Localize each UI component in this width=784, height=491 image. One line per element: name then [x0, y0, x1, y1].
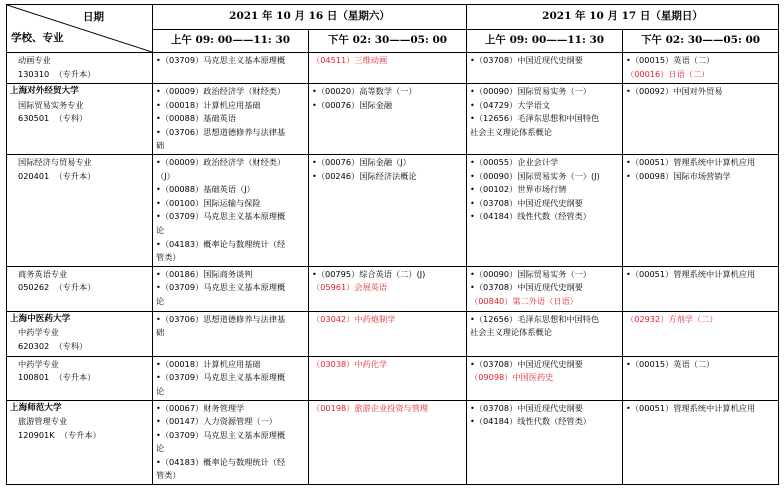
exam-cell-day1-am	[153, 84, 309, 155]
course-line: （04511）三维动画	[312, 55, 388, 65]
course-line: （09098）中国医药史	[470, 372, 554, 383]
course-line: •（03706）思想道德修养与法律基	[156, 313, 286, 324]
course-line: •（03709）马克思主义基本原理概	[156, 429, 286, 440]
major-cell	[7, 84, 153, 155]
exam-cell-day2-pm	[623, 84, 779, 155]
exam-cell-day2-am	[467, 356, 623, 400]
course-line: •（00186）国际商务谈判	[156, 268, 253, 279]
course-line: •（00067）财务管理学	[156, 402, 245, 413]
exam-cell-day1-pm	[309, 266, 467, 311]
course-line: •（04183）概率论与数理统计（经	[156, 238, 286, 249]
course-line: •（00098）国际市场营销学	[626, 170, 731, 181]
course-line: •（00051）管理系统中计算机应用	[626, 402, 756, 413]
course-line: 管类）	[156, 470, 181, 481]
exam-cell-day1-am	[153, 400, 309, 485]
major-code: 050262 （专升本）	[18, 282, 96, 293]
course-line: •（03708）中国近现代史纲要	[470, 282, 583, 293]
major-cell	[7, 356, 153, 400]
major-cell	[7, 311, 153, 356]
major-name: 旅游管理专业	[18, 416, 68, 427]
course-line: 社会主义理论体系概论	[470, 126, 552, 137]
course-line: （02932）方剂学（二）	[626, 313, 718, 324]
major-name: 国际贸易实务专业	[18, 99, 84, 110]
school-name: 上海对外经贸大学	[10, 86, 79, 96]
exam-cell-day1-am	[153, 266, 309, 311]
major-name: 商务英语专业	[18, 268, 68, 279]
course-line: （00198）旅游企业投资与管理	[312, 402, 429, 413]
major-name: 中药学专业	[18, 358, 59, 369]
schedule-row	[7, 400, 779, 485]
exam-cell-day1-pm	[309, 53, 467, 84]
exam-cell-day2-am	[467, 53, 623, 84]
slot-header-day1-am: 上午 09: 00——11: 30	[153, 30, 309, 53]
course-line: •（00147）人力资源管理（一）	[156, 416, 277, 427]
course-line: •（03708）中国近现代史纲要	[470, 55, 583, 65]
course-line: •（04184）线性代数（经管类）	[470, 416, 591, 427]
course-line: •（03708）中国近现代史纲要	[470, 358, 583, 369]
exam-cell-day1-pm	[309, 84, 467, 155]
exam-cell-day1-am	[153, 356, 309, 400]
course-line: •（04184）线性代数（经管类）	[470, 211, 591, 222]
course-line: •（00076）国际金融（J）	[312, 156, 411, 167]
major-code: 020401 （专升本）	[18, 170, 96, 181]
major-cell	[7, 53, 153, 84]
schedule-row	[7, 154, 779, 266]
major-code: 620302 （专科）	[18, 340, 88, 351]
exam-cell-day1-pm	[309, 400, 467, 485]
major-name: 国际经济与贸易专业	[18, 156, 92, 167]
course-line: （00840）第二外语（日语）	[470, 295, 578, 306]
exam-cell-day2-pm	[623, 266, 779, 311]
course-line: •（00076）国际金融	[312, 99, 393, 110]
course-line: （03042）中药炮制学	[312, 313, 396, 324]
course-line: •（03709）马克思主义基本原理概	[156, 372, 286, 383]
exam-cell-day1-am	[153, 311, 309, 356]
course-line: （03038）中药化学	[312, 358, 388, 369]
major-cell	[7, 266, 153, 311]
course-line: •（00018）计算机应用基础	[156, 99, 261, 110]
major-cell	[7, 400, 153, 485]
course-line: •（00102）世界市场行情	[470, 184, 567, 195]
course-line: •（00009）政治经济学（财经类）	[156, 156, 286, 167]
slot-header-day1-pm: 下午 02: 30——05: 00	[309, 30, 467, 53]
course-line: •（00055）企业会计学	[470, 156, 559, 167]
exam-cell-day2-am	[467, 154, 623, 266]
slot-header-day2-am: 上午 09: 00——11: 30	[467, 30, 623, 53]
day1-header: 2021 年 10 月 16 日（星期六）	[153, 5, 467, 30]
day2-header: 2021 年 10 月 17 日（星期日）	[467, 5, 779, 30]
exam-cell-day2-am	[467, 266, 623, 311]
course-line: （05961）会展英语	[312, 282, 388, 293]
course-line: •（00090）国际贸易实务（一）	[470, 86, 591, 96]
course-line: •（00092）中国对外贸易	[626, 86, 723, 96]
school-corner-label: 学校、专业	[11, 32, 64, 45]
course-line: 社会主义理论体系概论	[470, 327, 552, 338]
course-line: •（00015）英语（二）	[626, 55, 715, 65]
schedule-row	[7, 84, 779, 155]
schedule-row	[7, 53, 779, 84]
course-line: •（03709）马克思主义基本原理概	[156, 282, 286, 293]
course-line: （J）	[156, 170, 175, 181]
course-line: •（00015）英语（二）	[626, 358, 715, 369]
exam-cell-day1-pm	[309, 356, 467, 400]
course-line: 管类）	[156, 252, 181, 263]
course-line: •（00088）基础英语	[156, 113, 237, 124]
schedule-row	[7, 356, 779, 400]
date-corner-label: 日期	[83, 11, 104, 23]
course-line: •（12656）毛泽东思想和中国特色	[470, 313, 600, 324]
course-line: 论	[156, 443, 165, 454]
exam-schedule-table	[6, 4, 779, 485]
course-line: •（00020）高等数学（一）	[312, 86, 417, 96]
exam-cell-day1-pm	[309, 154, 467, 266]
exam-cell-day2-pm	[623, 356, 779, 400]
course-line: •（00009）政治经济学（财经类）	[156, 86, 286, 96]
major-name: 中药学专业	[18, 327, 59, 338]
course-line: •（00018）计算机应用基础	[156, 358, 261, 369]
course-line: •（03706）思想道德修养与法律基	[156, 126, 286, 137]
course-line: •（03708）中国近现代史纲要	[470, 402, 583, 413]
course-line: •（03709）马克思主义基本原理概	[156, 55, 286, 65]
major-name: 动画专业	[18, 55, 51, 65]
exam-cell-day1-am	[153, 154, 309, 266]
exam-cell-day2-pm	[623, 311, 779, 356]
course-line: 础	[156, 140, 165, 151]
slot-header-day2-pm: 下午 02: 30——05: 00	[623, 30, 779, 53]
schedule-row	[7, 311, 779, 356]
major-code: 130310 （专升本）	[18, 68, 96, 79]
exam-cell-day2-am	[467, 400, 623, 485]
exam-cell-day2-am	[467, 84, 623, 155]
exam-cell-day1-pm	[309, 311, 467, 356]
school-name: 上海师范大学	[10, 402, 62, 413]
course-line: •（03709）马克思主义基本原理概	[156, 211, 286, 222]
exam-cell-day2-pm	[623, 400, 779, 485]
exam-cell-day2-pm	[623, 53, 779, 84]
exam-cell-day1-am	[153, 53, 309, 84]
school-name: 上海中医药大学	[10, 313, 71, 324]
course-line: •（04183）概率论与数理统计（经	[156, 456, 286, 467]
course-line: •（00090）国际贸易实务（一）(J)	[470, 170, 600, 181]
course-line: •（00246）国际经济法概论	[312, 170, 417, 181]
exam-cell-day2-pm	[623, 154, 779, 266]
course-line: 论	[156, 224, 165, 235]
major-code: 630501 （专科）	[18, 113, 88, 124]
course-line: （00016）日语（二）	[626, 68, 710, 79]
course-line: •（00795）综合英语（二）(J)	[312, 268, 426, 279]
course-line: •（00088）基础英语（J）	[156, 184, 255, 195]
course-line: •（04729）大学语文	[470, 99, 551, 110]
major-cell	[7, 154, 153, 266]
course-line: 论	[156, 295, 165, 306]
course-line: •（00051）管理系统中计算机应用	[626, 268, 756, 279]
header-corner-cell	[7, 5, 153, 53]
course-line: •（03708）中国近现代史纲要	[470, 197, 583, 208]
major-code: 100801 （专升本）	[18, 372, 96, 383]
schedule-row	[7, 266, 779, 311]
course-line: •（00051）管理系统中计算机应用	[626, 156, 756, 167]
course-line: 础	[156, 327, 165, 338]
course-line: •（00100）国际运输与保险	[156, 197, 261, 208]
exam-cell-day2-am	[467, 311, 623, 356]
course-line: •（00090）国际贸易实务（一）	[470, 268, 591, 279]
course-line: •（12656）毛泽东思想和中国特色	[470, 113, 600, 124]
course-line: 论	[156, 385, 165, 396]
major-code: 120901K （专升本）	[18, 429, 101, 440]
